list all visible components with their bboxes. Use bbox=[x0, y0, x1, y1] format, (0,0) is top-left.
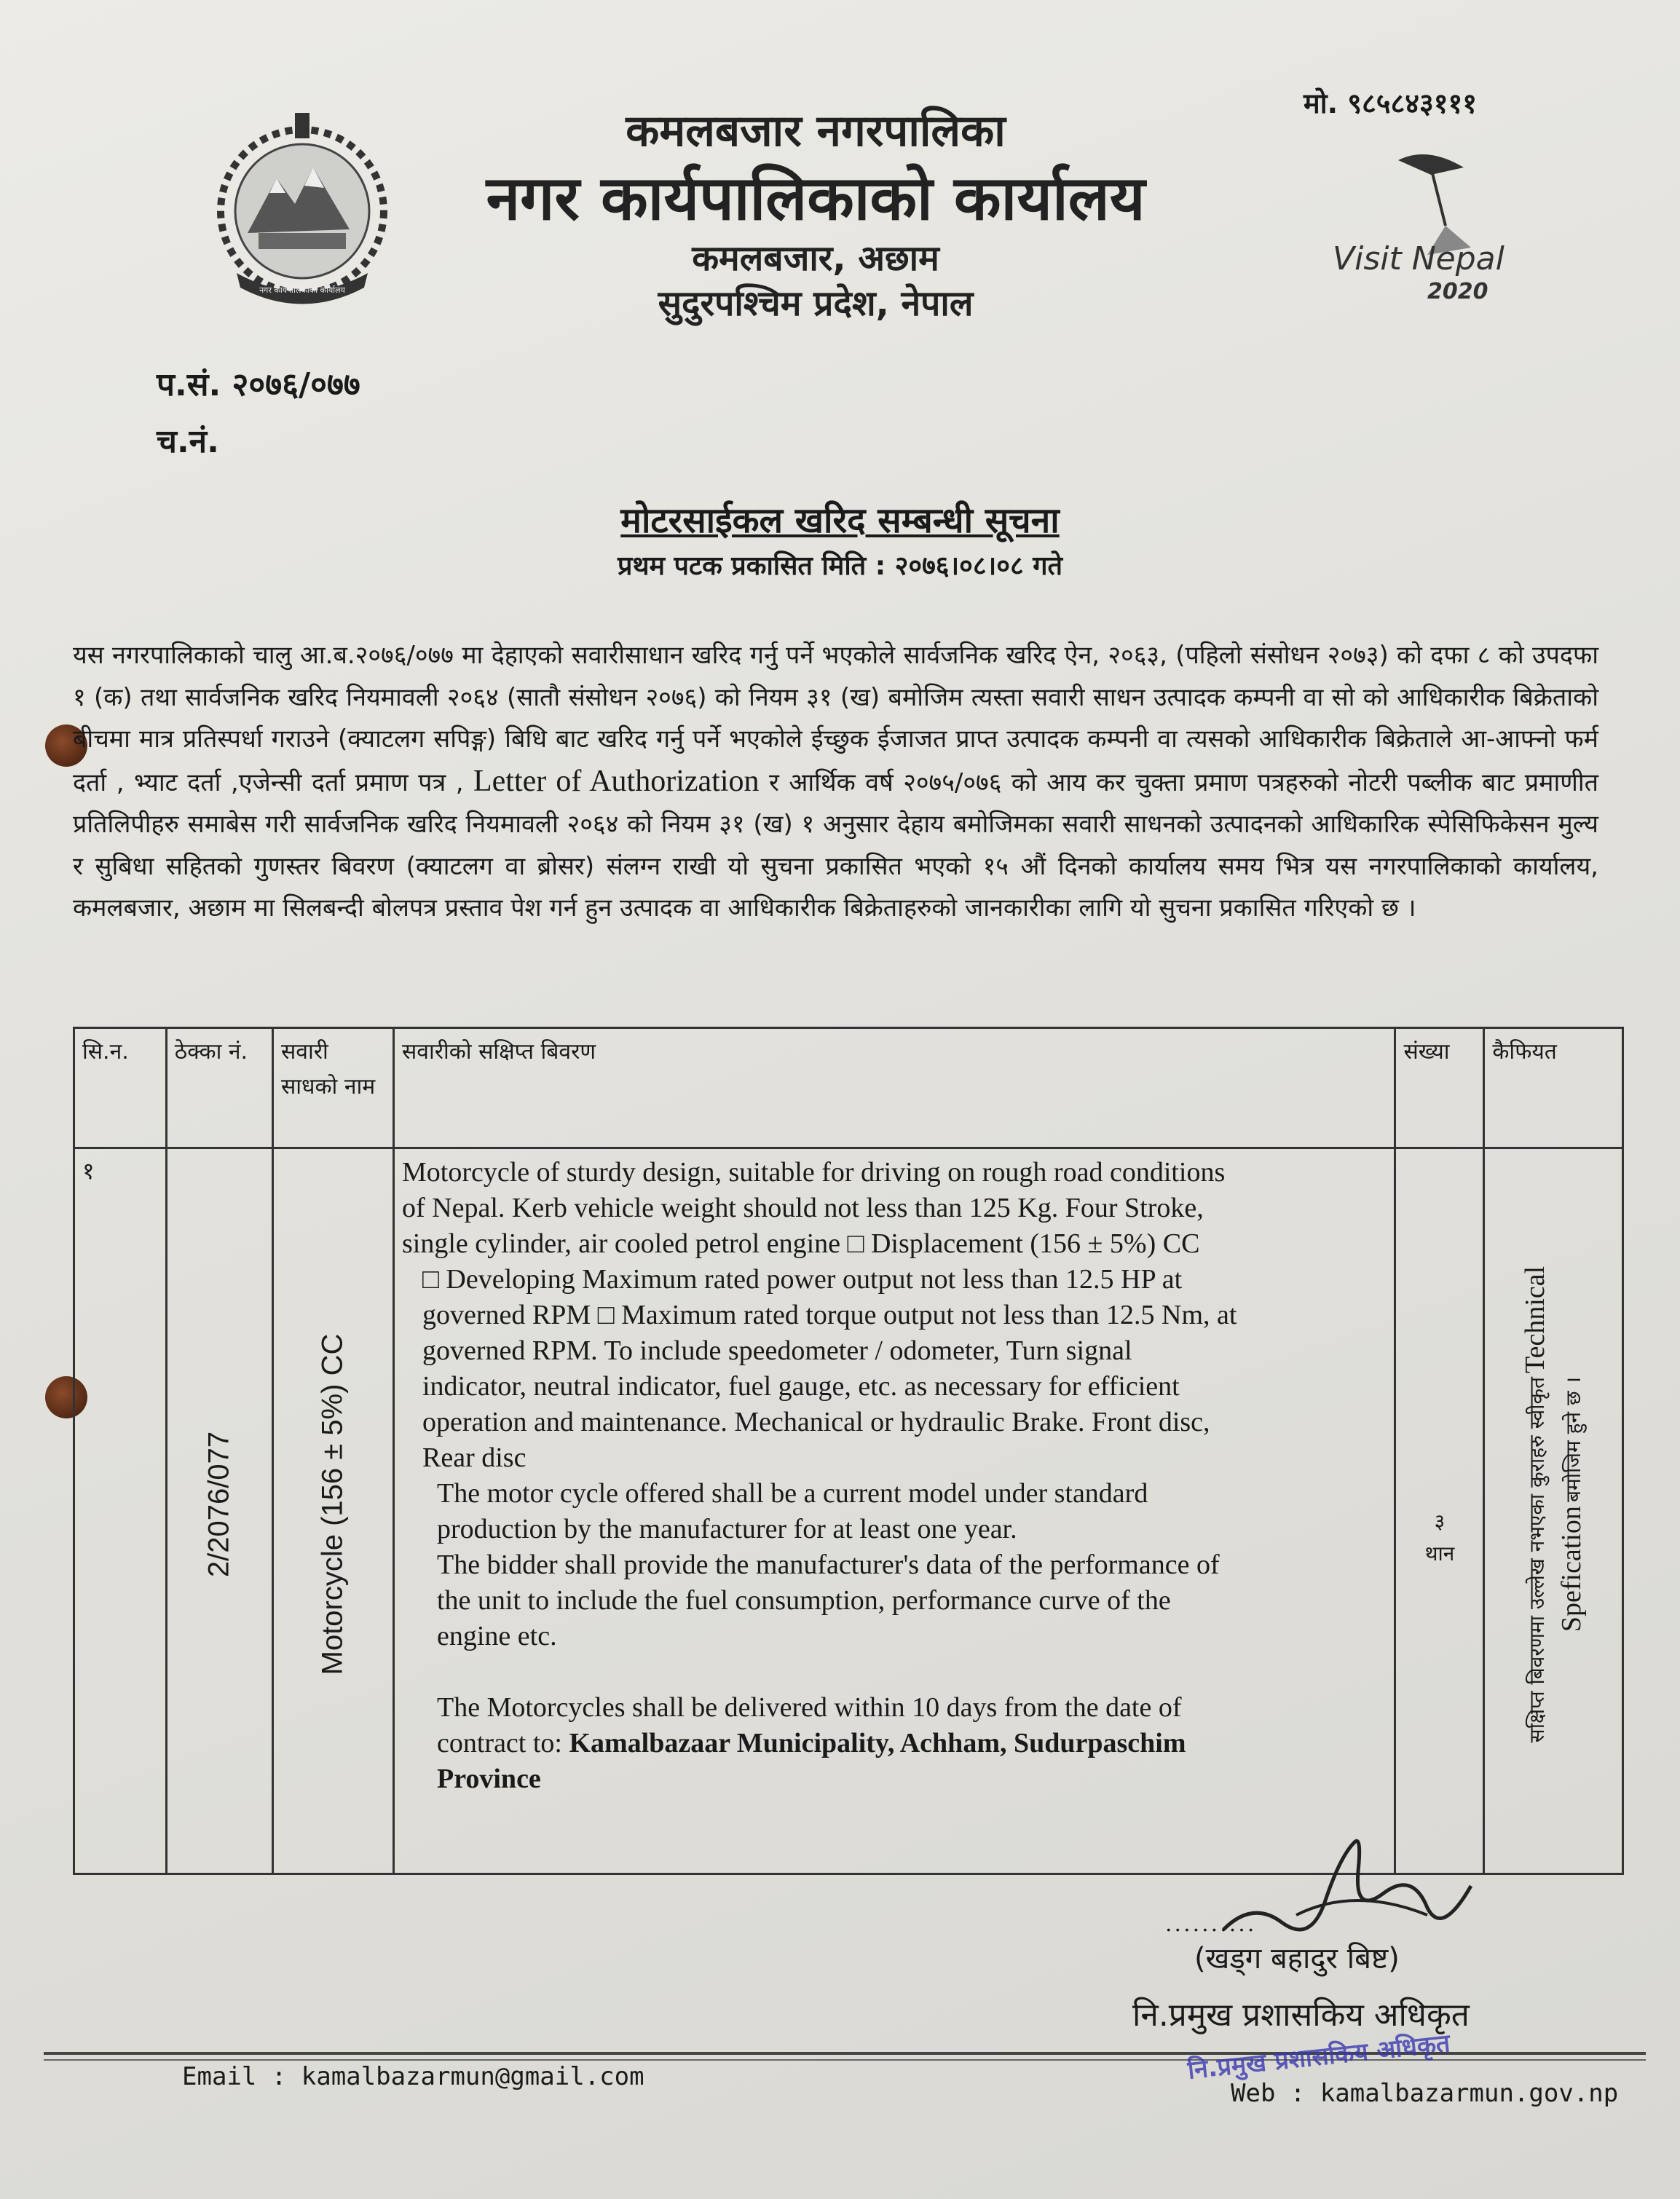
signatory-name: (खड्ग बहादुर बिष्ट) bbox=[1194, 1942, 1400, 1975]
desc-line: □ Developing Maximum rated power output not less than 12.5 HP at bbox=[422, 1264, 1183, 1295]
notice-title-block bbox=[0, 495, 1680, 587]
delivery-province: Province bbox=[436, 1764, 541, 1794]
notice-body-part1: यस नगरपालिकाको चालु आ.ब.२०७६/०७७ मा देहाएको सवारीसाधान खरिद गर्नु पर्ने भएकोले सार्वजनिक खरिद ऐन, २०६३, (पहिलो संसोधन २०७३) को दफा ८ को उपदफा १ (क) तथा सार्वजनिक खरिद नियमावली २०६४ (सातौ संसोधन २०७६) को नियम ३१ (ख) बमोजिम त्यस्ता सवारी साधन उत्पादक कम्पनी वा सो को आधिकारीक बिक्रेताको बीचमा मात्र प्रतिस्पर्धा गराउने (क्याटलग सपिङ्ग) बिधि बाट खरिद गर्नु पर्ने भएकोले ईच्छुक ईजाजत प्राप्त उत्पादक कम्पनी वा त्यसको आधिकारीक बिक्रेताले आ-आफ्नो फर्म दर्ता , भ्याट दर्ता ,एजेन्सी दर्ता प्रमाण पत्र , bbox=[73, 641, 1598, 797]
desc-line: the unit to include the fuel consumption, performance curve of the bbox=[436, 1585, 1171, 1616]
letterhead bbox=[408, 102, 1223, 326]
remark-specification: Spefication bbox=[1556, 1506, 1588, 1633]
notice-body-part2: र आर्थिक वर्ष २०७५/०७६ को आय कर चुक्ता प्रमाण पत्रहरुको नोटरी पब्लीक बाट प्रमाणीत प्रतिलिपीहरु समाबेस गरी सार्वजनिक खरिद नियमावली २०६४ को नियम ३१ (ख) १ अनुसार देहाय बमोजिमका सवारी साधनको उत्पादनको आधिकारिक स्पेसिफिकेसन मुल्य र सुबिधा सहितको गुणस्तर बिवरण (क्याटलग वा ब्रोसर) संलग्न राखी यो सुचना प्रकासित भएको १५ औं दिनको कार्यालय समय भित्र यस नगरपालिकाको कार्यालय, कमलबजार, अछाम मा सिलबन्दी बोलपत्र प्रस्ताव पेश गर्न हुन उत्पादक वा आधिकारीक बिक्रेताहरुको जानकारीका लागि यो सुचना प्रकासित गरिएको छ । bbox=[73, 767, 1599, 923]
province-country: सुदुरपश्चिम प्रदेश, नेपाल bbox=[658, 283, 974, 324]
desc-line: governed RPM □ Maximum rated torque output not less than 12.5 Nm, at bbox=[422, 1300, 1237, 1330]
desc-line: Rear disc bbox=[422, 1442, 527, 1473]
vehicle-spec-table bbox=[73, 1027, 1624, 1875]
publication-date: प्रथम पटक प्रकासित मिति : २०७६।०८।०८ गते bbox=[617, 551, 1063, 581]
remarks-text bbox=[1517, 1191, 1590, 1817]
desc-line: Motorcycle of sturdy design, suitable for driving on rough road conditions bbox=[401, 1157, 1226, 1188]
delivery-line: The Motorcycles shall be delivered within 10 days from the date of bbox=[436, 1692, 1182, 1723]
reference-block bbox=[157, 357, 360, 470]
quantity-number: ३ bbox=[1434, 1509, 1446, 1533]
contract-no-text: 2/2076/077 bbox=[202, 1431, 235, 1578]
official-stamp: नि.प्रमुख प्रशासकिय अधिकृत bbox=[1186, 2029, 1452, 2085]
cell-remarks bbox=[1484, 1148, 1623, 1874]
office-location: कमलबजार, अछाम bbox=[692, 238, 939, 279]
delivery-prefix: contract to: bbox=[436, 1728, 562, 1758]
desc-line: indicator, neutral indicator, fuel gauge, etc. as necessary for efficient bbox=[422, 1371, 1180, 1402]
cell-quantity bbox=[1395, 1148, 1484, 1874]
nepal-government-emblem bbox=[204, 109, 401, 320]
visit-nepal-text: Visit Nepal bbox=[1333, 240, 1504, 277]
header-vehicle-name: सवारी साधको नाम bbox=[272, 1028, 393, 1148]
office-name: नगर कार्यपालिकाको कार्यालय bbox=[486, 162, 1145, 234]
desc-line: The motor cycle offered shall be a current model under standard bbox=[436, 1478, 1148, 1509]
table-row bbox=[74, 1148, 1623, 1874]
cell-description bbox=[393, 1148, 1395, 1874]
desc-line: The bidder shall provide the manufacturer's data of the performance of bbox=[436, 1549, 1220, 1580]
visit-nepal-year: 2020 bbox=[1427, 279, 1488, 304]
vehicle-name-text: Motorcycle (156 ± 5%) CC bbox=[316, 1333, 349, 1675]
header-remarks: कैफियत bbox=[1484, 1028, 1623, 1148]
desc-line: operation and maintenance. Mechanical or hydraulic Brake. Front disc, bbox=[422, 1407, 1210, 1437]
header-contract-no: ठेक्का नं. bbox=[166, 1028, 272, 1148]
desc-line: of Nepal. Kerb vehicle weight should not less than 125 Kg. Four Stroke, bbox=[401, 1193, 1204, 1223]
header-description: सवारीको सक्षिप्त बिवरण bbox=[393, 1028, 1395, 1148]
cell-contract-no bbox=[166, 1148, 272, 1874]
remark-line1: सक्षिप्त बिवरणमा उल्लेख नभएका कुराहरु स्वीकृत bbox=[1525, 1377, 1550, 1743]
signature-line: .......... bbox=[1165, 1911, 1257, 1937]
desc-line: governed RPM. To include speedometer / odometer, Turn signal bbox=[422, 1335, 1132, 1366]
fiscal-year-ref: प.सं. २०७६/०७७ bbox=[157, 366, 360, 403]
delivery-line bbox=[402, 1726, 1387, 1761]
municipality-name: कमलबजार नगरपालिका bbox=[626, 106, 1006, 157]
signatory-title: नि.प्रमुख प्रशासकिय अधिकृत bbox=[1132, 1997, 1470, 2034]
mobile-number: मो. ९८५८४३१११ bbox=[1304, 87, 1478, 119]
dispatch-number: च.नं. bbox=[157, 423, 219, 460]
notice-body bbox=[73, 635, 1598, 930]
footer-email: Email : kamalbazarmun@gmail.com bbox=[182, 2062, 644, 2091]
footer-website: Web : kamalbazarmun.gov.np bbox=[1231, 2079, 1619, 2108]
quantity-unit: थान bbox=[1424, 1541, 1455, 1566]
table-header-row bbox=[74, 1028, 1623, 1148]
header-sn: सि.न. bbox=[74, 1028, 167, 1148]
remark-technical: Technical bbox=[1520, 1266, 1551, 1373]
cell-sn: १ bbox=[74, 1148, 167, 1874]
cell-vehicle-name bbox=[272, 1148, 393, 1874]
header-quantity: संख्या bbox=[1395, 1028, 1484, 1148]
desc-line: engine etc. bbox=[436, 1621, 557, 1651]
delivery-address: Kamalbazaar Municipality, Achham, Sudurpaschim bbox=[569, 1728, 1186, 1758]
desc-line: production by the manufacturer for at least one year. bbox=[436, 1514, 1017, 1544]
letter-of-authorization: Letter of Authorization bbox=[473, 764, 760, 798]
emblem-text: नगर कार्यपालिकाको कार्यालय bbox=[259, 285, 345, 295]
visit-nepal-logo bbox=[1318, 146, 1551, 328]
remark-line2: बमोजिम हुने छ । bbox=[1561, 1376, 1586, 1502]
notice-title: मोटरसाईकल खरिद सम्बन्धी सूचना bbox=[620, 500, 1060, 541]
desc-line: single cylinder, air cooled petrol engine □ Displacement (156 ± 5%) CC bbox=[401, 1228, 1200, 1259]
